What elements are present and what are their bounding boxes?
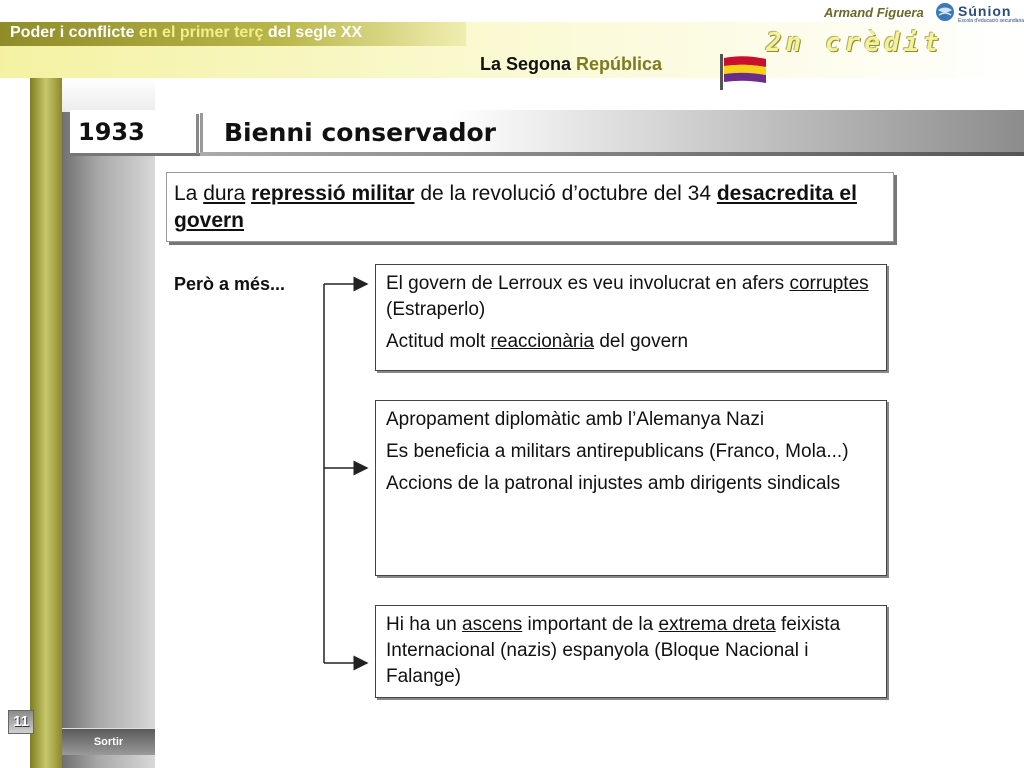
left-gray-panel xyxy=(62,78,155,768)
logo-subtext: Escola d'educació secundària xyxy=(958,18,1024,24)
consequence-box-2 xyxy=(375,400,887,576)
intro-text: La dura repressió militar de la revolució d’octubre del 34 desacredita el govern xyxy=(174,182,857,232)
year-label: 1933 xyxy=(78,118,145,146)
consequence-box-3 xyxy=(375,605,887,698)
exit-button-label: Sortir xyxy=(93,736,124,748)
box3-line: Hi ha un ascens important de la extrema dreta feixista Internacional (nazis) espanyola (Bloque Nacional i Falange) xyxy=(386,614,841,687)
title-bar xyxy=(70,110,1024,156)
section-title: La Segona República xyxy=(480,54,663,74)
left-gray-panel-top xyxy=(62,78,155,112)
logo-text: Súnion xyxy=(958,3,1012,19)
page-number: 11 xyxy=(13,713,29,730)
title-underline xyxy=(200,152,1024,156)
box2-line-2: Es beneficia a militars antirepublicans (Franco, Mola...) xyxy=(386,441,849,462)
exit-button[interactable] xyxy=(62,728,155,755)
consequence-box-1 xyxy=(375,264,887,371)
page-number-badge xyxy=(8,710,34,734)
republic-flag-icon xyxy=(720,54,768,90)
left-olive-stripe xyxy=(30,78,62,768)
left-margin xyxy=(0,78,30,768)
title-separator xyxy=(196,114,199,154)
box1-line-1: El govern de Lerroux es veu involucrat en afers corruptes (Estraperlo) xyxy=(386,273,869,320)
box2-line-1: Apropament diplomàtic amb l’Alemanya Nazi xyxy=(386,409,765,430)
author-name: Armand Figuera xyxy=(824,5,924,20)
slide-title: Bienni conservador xyxy=(224,118,496,147)
course-title: Poder i conflicte en el primer terç del segle XX xyxy=(10,24,363,41)
lead-label: Però a més... xyxy=(174,274,286,294)
box1-line-2: Actitud molt reaccionària del govern xyxy=(386,331,689,352)
credit-label: 2n crèdit xyxy=(766,28,943,58)
box2-line-3: Accions de la patronal injustes amb dirigents sindicals xyxy=(386,473,841,494)
